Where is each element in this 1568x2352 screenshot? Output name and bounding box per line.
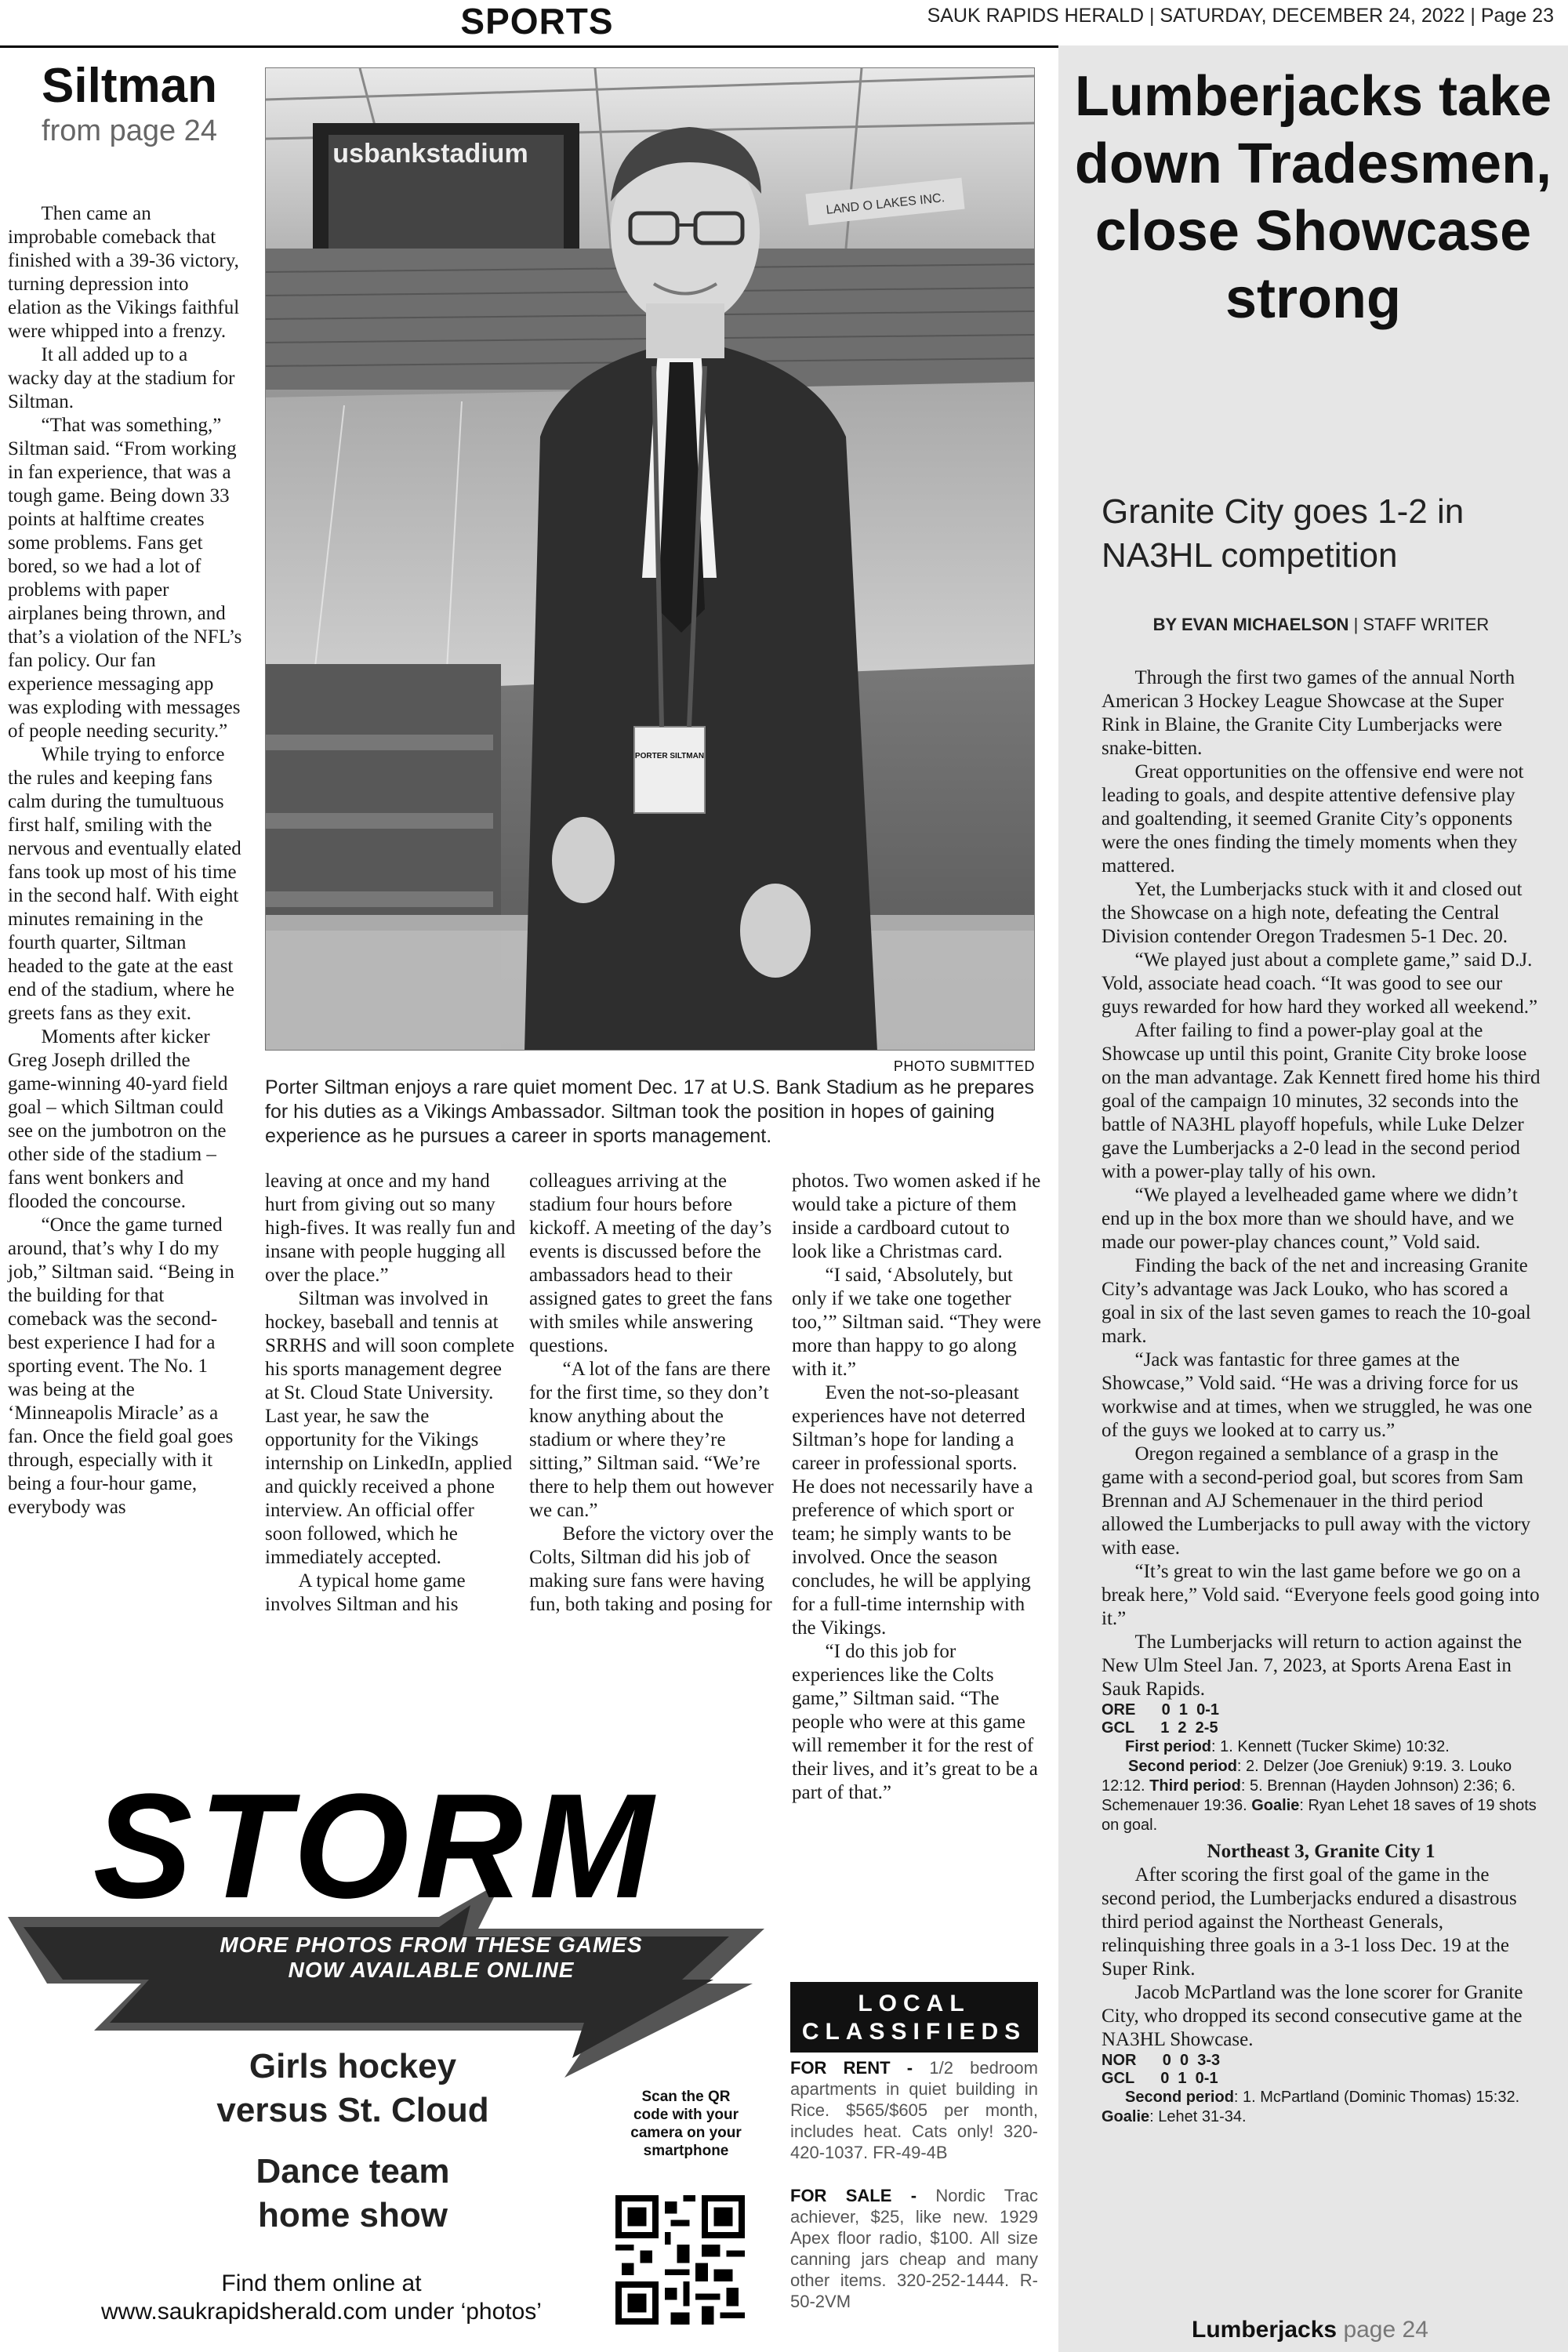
siltman-paragraph: Siltman was involved in hockey, baseball and tennis at SRRHS and will soon complete his sports management degree at St. Cloud State University. Last year, he saw the opportunity for the Vikings internship on LinkedIn, applied and quickly received a phone interview. An official offer soon followed, which he immediately accepted.	[265, 1288, 515, 1568]
siltman-paragraph: While trying to enforce the rules and keeping fans calm during the tumultuous first half, smiling with the nervous and eventually elated fans took up most of his time in the second half. With eight minutes remaining in the fourth quarter, Siltman headed to the gate at the east end of the stadium, where he greets fans as they exit.	[8, 744, 241, 1024]
siltman-jump-from: from page 24	[42, 114, 217, 147]
qr-instruction: Scan the QR code with your camera on your smartphone	[630, 2089, 742, 2159]
ad-url[interactable]: www.saukrapidsherald.com under ‘photos’	[101, 2299, 542, 2325]
game-subhead: Northeast 3, Granite City 1	[1207, 1841, 1436, 1862]
classified-item: FOR RENT - 1/2 bedroom apartments in quiet building in Rice. $565/$605 per month, includes heat. Cats only! 320-420-1037. FR-49-4B	[790, 2058, 1038, 2162]
lumberjacks-paragraph: Through the first two games of the annual North American 3 Hockey League Showcase at the Super Rink in Blaine, the Granite City Lumberjacks were snake-bitten.	[1102, 667, 1515, 759]
stadium-sign-text: usbankstadium	[332, 139, 528, 169]
ad-item-dance-team: Dance team home show	[256, 2152, 450, 2234]
ad-banner	[157, 1933, 706, 1983]
scoring-summary: First period: 1. Kennett (Tucker Skime) 10:32.	[1125, 1738, 1450, 1755]
ad-banner-line: MORE PHOTOS FROM THESE GAMES	[220, 1933, 643, 1957]
lumberjacks-paragraph: “It’s great to win the last game before we go on a break here,” Vold said. “Everyone feels good going into it.”	[1102, 1561, 1540, 1629]
ad-find-online: Find them online at www.saukrapidsherald.com under ‘photos’	[24, 2270, 619, 2326]
siltman-column-2	[265, 1170, 516, 1617]
badge-text: PORTER SILTMAN	[634, 752, 705, 760]
lumberjacks-paragraph: After scoring the first goal of the game in the second period, the Lumberjacks endured a disastrous third period against the Northeast Generals, relinquishing three goals in a 3-1 loss Dec. 19 at the Super Rink.	[1102, 1864, 1517, 1980]
siltman-column-3	[529, 1170, 776, 1617]
lumberjacks-jump-to	[1192, 2317, 1428, 2343]
ad-banner-line: NOW AVAILABLE ONLINE	[288, 1958, 575, 1982]
lumberjacks-paragraph: Great opportunities on the offensive end were not leading to goals, and despite attentive defensive play and goaltending, it seemed Granite City’s opponents were the ones finding the timely moments when they mattered.	[1102, 761, 1524, 877]
section-label: SPORTS	[460, 1, 614, 42]
qr-code-icon[interactable]	[615, 2195, 745, 2325]
siltman-column-4	[792, 1170, 1041, 1805]
siltman-paragraph: A typical home game involves Siltman and his	[265, 1570, 466, 1615]
lumberjacks-paragraph: “We played just about a complete game,” said D.J. Vold, associate head coach. “It was good to see our guys rewarded for how hard they worked all weekend.”	[1102, 949, 1538, 1018]
ad-item-girls-hockey: Girls hockey versus St. Cloud	[216, 2047, 489, 2129]
photo-caption: Porter Siltman enjoys a rare quiet moment Dec. 17 at U.S. Bank Stadium as he prepares for his duties as a Vikings Ambassador. Siltman took the position in hopes of gaining experience as he pursues a career in sports management.	[265, 1076, 1035, 1147]
byline-role: STAFF WRITER	[1363, 615, 1490, 634]
siltman-paragraph: Then came an improbable comeback that finished with a 39-36 victory, turning depression into elation as the Vikings faithful were whipped into a frenzy.	[8, 203, 240, 342]
lumberjacks-paragraph: Yet, the Lumberjacks stuck with it and closed out the Showcase on a high note, defeating the Central Division contender Oregon Tradesmen 5-1 Dec. 20.	[1102, 879, 1523, 947]
lumberjacks-paragraph: Oregon regained a semblance of a grasp in the game with a second-period goal, but scores from Sam Brennan and AJ Schemenauer in the third period allowed the Lumberjacks to pull away with the victory with ease.	[1102, 1443, 1531, 1559]
siltman-paragraph: “I said, ‘Absolutely, but only if we take one together too,’” Siltman said. “They were more than happy to go along with it.”	[792, 1265, 1041, 1380]
lumberjacks-paragraph: After failing to find a power-play goal at the Showcase up until this point, Granite City broke loose on the man advantage. Zak Kennett fired home his third goal of the campaign 10 minutes, 32 seconds into the battle of NA3HL playoff hopefuls, while Luke Delzer gave the Lumberjacks a 2-0 lead in the second period with a power-play tally of his own.	[1102, 1020, 1541, 1182]
lumberjacks-paragraph: “We played a levelheaded game where we didn’t end up in the box more than we should have, and we made our power-play chances count,” Vold said.	[1102, 1185, 1518, 1253]
siltman-photo	[265, 67, 1035, 1051]
classified-item: FOR SALE - Nordic Trac achiever, $25, like new. 1929 Apex floor radio, $100. All size canning jars cheap and many other items. 320-252-1444. R-50-2VM	[790, 2186, 1038, 2311]
box-score-row: NOR 0 0 3-3	[1102, 2052, 1221, 2069]
siltman-paragraph: “That was something,” Siltman said. “From working in fan experience, that was a tough game. Being down 33 points at halftime creates some problems. Fans get bored, so we had a lot of problems with paper airplanes being thrown, and that’s a violation of the NFL’s fan policy. Our fan experience messaging app was exploding with messages of people needing security.”	[8, 415, 242, 742]
siltman-paragraph: “A lot of the fans are there for the first time, so they don’t know anything about the stadium or where they’re sitting,” Siltman said. “We’re there to help them out however we can.”	[529, 1359, 774, 1521]
siltman-paragraph: “Once the game turned around, that’s why I do my job,” Siltman said. “Being in the building for that comeback was the second-best experience I had for a sporting event. The No. 1 was being at the ‘Minneapolis Miracle’ as a fan. Once the field goal goes through, especially with it being a four-hour game, everybody was	[8, 1214, 234, 1518]
storm-logo: STORM	[93, 1763, 660, 1929]
photo-illustration	[266, 68, 1035, 1051]
box-score-row: ORE 0 1 0-1	[1102, 1701, 1220, 1719]
siltman-paragraph: It all added up to a wacky day at the stadium for Siltman.	[8, 344, 235, 412]
box-score-row: GCL 0 1 0-1	[1102, 2070, 1218, 2087]
siltman-paragraph: leaving at once and my hand hurt from giving out so many high-fives. It was really fun and insane with people hugging all over the place.”	[265, 1171, 516, 1286]
lumberjacks-paragraph: Finding the back of the net and increasing Granite City’s advantage was Jack Louko, who has scored a goal in six of the last seven games to reach the 10-goal mark.	[1102, 1255, 1531, 1347]
siltman-title: Siltman	[42, 59, 217, 113]
siltman-paragraph: colleagues arriving at the stadium four hours before kickoff. A meeting of the day’s events is discussed before the ambassadors head to their assigned gates to greet the fans with smiles while answering questions.	[529, 1171, 773, 1356]
siltman-paragraph: Even the not-so-pleasant experiences have not deterred Siltman’s hope for landing a career in professional sports. He does not necessarily have a preference of which sport or team; he simply wants to be involved. Once the season concludes, he will be applying for a full-time internship with the Vikings.	[792, 1382, 1033, 1639]
siltman-paragraph: Moments after kicker Greg Joseph drilled the game-winning 40-yard field goal – which Siltman could see on the jumbotron on the other side of the stadium – fans went bonkers and flooded the concourse.	[8, 1026, 228, 1212]
byline-name: BY EVAN MICHAELSON	[1152, 615, 1349, 634]
classifieds-header: LOCAL CLASSIFIEDS	[790, 1982, 1038, 2053]
lumberjacks-paragraph: The Lumberjacks will return to action against the New Ulm Steel Jan. 7, 2023, at Sports Arena East in Sauk Rapids.	[1102, 1632, 1523, 1700]
siltman-paragraph: Before the victory over the Colts, Siltman did his job of making sure fans were having fun, both taking and posing for	[529, 1523, 774, 1615]
siltman-paragraph: “I do this job for experiences like the Colts game,” Siltman said. “The people who were at this game will remember it for the rest of their lives, and it’s great to be a part of that.”	[792, 1641, 1038, 1803]
box-score-row: GCL 1 2 2-5	[1102, 1719, 1218, 1737]
scoring-summary: Second period: 2. Delzer (Joe Greniuk) 9:19. 3. Louko 12:12. Third period: 5. Brennan (Hayden Johnson) 2:36; 6. Schemenauer 19:36. Goalie: Ryan Lehet 18 saves of 19 shots on goal.	[1102, 1758, 1537, 1834]
lumberjacks-body	[1102, 666, 1541, 2127]
siltman-head	[0, 60, 259, 149]
lumberjacks-subheadline: Granite City goes 1-2 in NA3HL competition	[1102, 492, 1465, 575]
classifieds-list	[790, 2057, 1038, 2312]
lumberjacks-headline: Lumberjacks take down Tradesmen, close Showcase strong	[1074, 65, 1552, 330]
jump-to-page: page 24	[1343, 2317, 1428, 2343]
scoring-summary: Second period: 1. McPartland (Dominic Thomas) 15:32. Goalie: Lehet 31-34.	[1102, 2089, 1520, 2125]
lumberjacks-paragraph: Jacob McPartland was the lone scorer for Granite City, who dropped its second consecutive game at the NA3HL Showcase.	[1102, 1982, 1523, 2050]
siltman-column-1	[8, 202, 243, 1519]
byline: BY EVAN MICHAELSON | STAFF WRITER	[1152, 615, 1490, 634]
siltman-paragraph: photos. Two women asked if he would take a picture of them inside a cardboard cutout to look like a Christmas card.	[792, 1171, 1041, 1262]
photo-credit: PHOTO SUBMITTED	[893, 1058, 1035, 1074]
dateline: SAUK RAPIDS HERALD | SATURDAY, DECEMBER 24, 2022 | Page 23	[927, 5, 1554, 27]
jump-to-name: Lumberjacks	[1192, 2317, 1338, 2343]
lumberjacks-paragraph: “Jack was fantastic for three games at the Showcase,” Vold said. “He was a driving force for us workwise and at times, when we struggled, he was one of the guys we looked at to carry us.”	[1102, 1349, 1533, 1441]
stadium-banner-text: LAND O LAKES INC.	[825, 191, 946, 217]
